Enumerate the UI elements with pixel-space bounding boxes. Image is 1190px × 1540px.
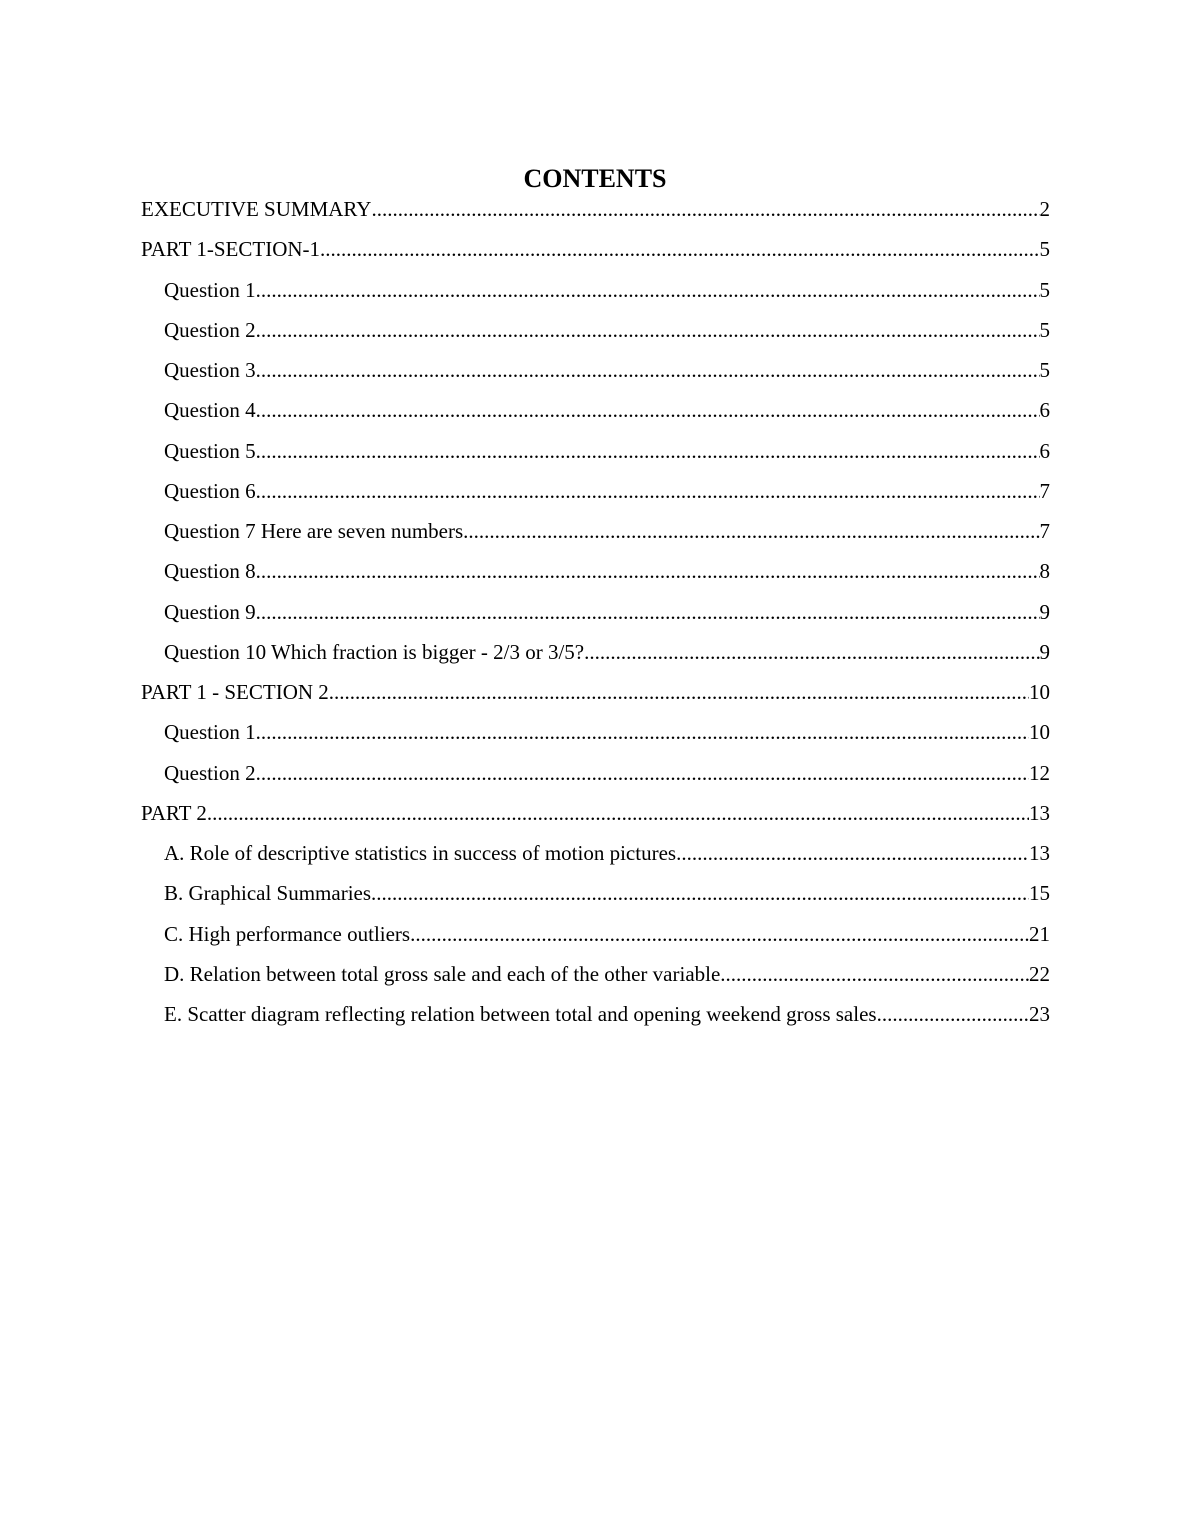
toc-entry-label: PART 1 - SECTION 2 <box>141 680 329 704</box>
toc-entry-label: Question 10 Which fraction is bigger - 2/3 or 3/5? <box>164 639 585 664</box>
toc-entry-label: B. Graphical Summaries <box>164 881 372 906</box>
toc-entry-label: Question 7 Here are seven numbers <box>164 519 464 543</box>
toc-dot-leader <box>256 476 1040 506</box>
toc-dot-leader <box>256 355 1040 385</box>
toc-page-number: 2 <box>1039 197 1050 221</box>
toc-page-number: 13 <box>1029 800 1050 825</box>
toc-page-number: 13 <box>1029 841 1050 865</box>
toc-entry[interactable] <box>141 717 1050 757</box>
toc-dot-leader <box>877 999 1029 1029</box>
toc-entry[interactable] <box>141 275 1050 315</box>
toc-page-number: 21 <box>1029 921 1050 946</box>
toc-dot-leader <box>256 436 1040 466</box>
toc-entry[interactable] <box>141 758 1050 798</box>
toc-entry-label: A. Role of descriptive statistics in success of motion pictures <box>164 841 677 865</box>
toc-entry[interactable] <box>141 234 1050 274</box>
toc-entry-label: EXECUTIVE SUMMARY <box>141 197 372 221</box>
toc-entry[interactable] <box>141 476 1050 516</box>
toc-entry[interactable] <box>141 999 1050 1039</box>
toc-dot-leader <box>256 758 1029 788</box>
toc-entry[interactable] <box>141 838 1050 878</box>
toc-entry-label: PART 2 <box>141 800 207 825</box>
toc-entry[interactable] <box>141 597 1050 637</box>
toc-dot-leader <box>256 395 1040 425</box>
toc-entry[interactable] <box>141 355 1050 395</box>
toc-entry-label: Question 3 <box>164 358 256 382</box>
toc-entry[interactable] <box>141 516 1050 556</box>
toc-dot-leader <box>207 798 1029 828</box>
toc-entry-label: Question 6 <box>164 478 256 503</box>
toc-page-number: 7 <box>1039 519 1050 543</box>
toc-page-number: 5 <box>1039 358 1050 382</box>
toc-entry-label: Question 1 <box>164 277 256 302</box>
toc-entry-label: D. Relation between total gross sale and each of the other variable <box>164 961 721 986</box>
toc-dot-leader <box>256 315 1040 345</box>
toc-entry[interactable] <box>141 315 1050 355</box>
toc-page-number: 6 <box>1039 398 1050 423</box>
toc-page-number: 5 <box>1039 237 1050 262</box>
toc-entry[interactable] <box>141 637 1050 677</box>
toc-entry-label: PART 1-SECTION-1 <box>141 237 321 262</box>
toc-page-number: 8 <box>1039 559 1050 584</box>
toc-page-number: 22 <box>1029 961 1050 986</box>
toc-page-number: 10 <box>1029 680 1050 704</box>
toc-entry[interactable] <box>141 556 1050 596</box>
toc-page-number: 9 <box>1039 639 1050 664</box>
toc-dot-leader <box>256 597 1040 627</box>
toc-entry-label: Question 8 <box>164 559 256 584</box>
toc-page-number: 7 <box>1039 478 1050 503</box>
toc-entry-label: C. High performance outliers <box>164 921 411 946</box>
toc-page-number: 10 <box>1029 720 1050 745</box>
toc-dot-leader <box>329 677 1029 707</box>
toc-page-number: 12 <box>1029 760 1050 785</box>
toc-dot-leader <box>256 556 1040 586</box>
toc-page-number: 15 <box>1029 881 1050 906</box>
toc-dot-leader <box>371 194 1039 224</box>
toc-dot-leader <box>584 637 1039 667</box>
toc-dot-leader <box>256 275 1040 305</box>
toc-entry-label: Question 1 <box>164 720 256 745</box>
toc-entry-label: Question 4 <box>164 398 256 423</box>
toc-entry-label: Question 9 <box>164 599 256 624</box>
toc-entry[interactable] <box>141 436 1050 476</box>
toc-dot-leader <box>410 919 1029 949</box>
toc-title: CONTENTS <box>523 164 667 193</box>
toc-entry[interactable] <box>141 194 1050 234</box>
toc-entry[interactable] <box>141 677 1050 717</box>
toc-dot-leader <box>256 717 1029 747</box>
toc-page-number: 5 <box>1039 317 1050 342</box>
toc-entry-label: Question 2 <box>164 317 256 342</box>
toc-entry[interactable] <box>141 878 1050 918</box>
toc-page-number: 6 <box>1039 438 1050 463</box>
toc-entry[interactable] <box>141 395 1050 435</box>
toc-dot-leader <box>371 878 1029 908</box>
toc-dot-leader <box>720 959 1029 989</box>
toc-page-number: 9 <box>1039 599 1050 624</box>
toc-entry-label: E. Scatter diagram reflecting relation between total and opening weekend gross sales <box>164 1002 877 1026</box>
toc-dot-leader <box>676 838 1029 868</box>
toc-page-number: 23 <box>1029 1002 1050 1026</box>
toc-entry-label: Question 2 <box>164 760 256 785</box>
toc-dot-leader <box>320 234 1039 264</box>
toc-entry-label: Question 5 <box>164 438 256 463</box>
toc-entry[interactable] <box>141 919 1050 959</box>
toc-dot-leader <box>463 516 1039 546</box>
toc-entry[interactable] <box>141 798 1050 838</box>
toc-entry[interactable] <box>141 959 1050 999</box>
table-of-contents <box>141 194 1050 1039</box>
toc-page-number: 5 <box>1039 277 1050 302</box>
